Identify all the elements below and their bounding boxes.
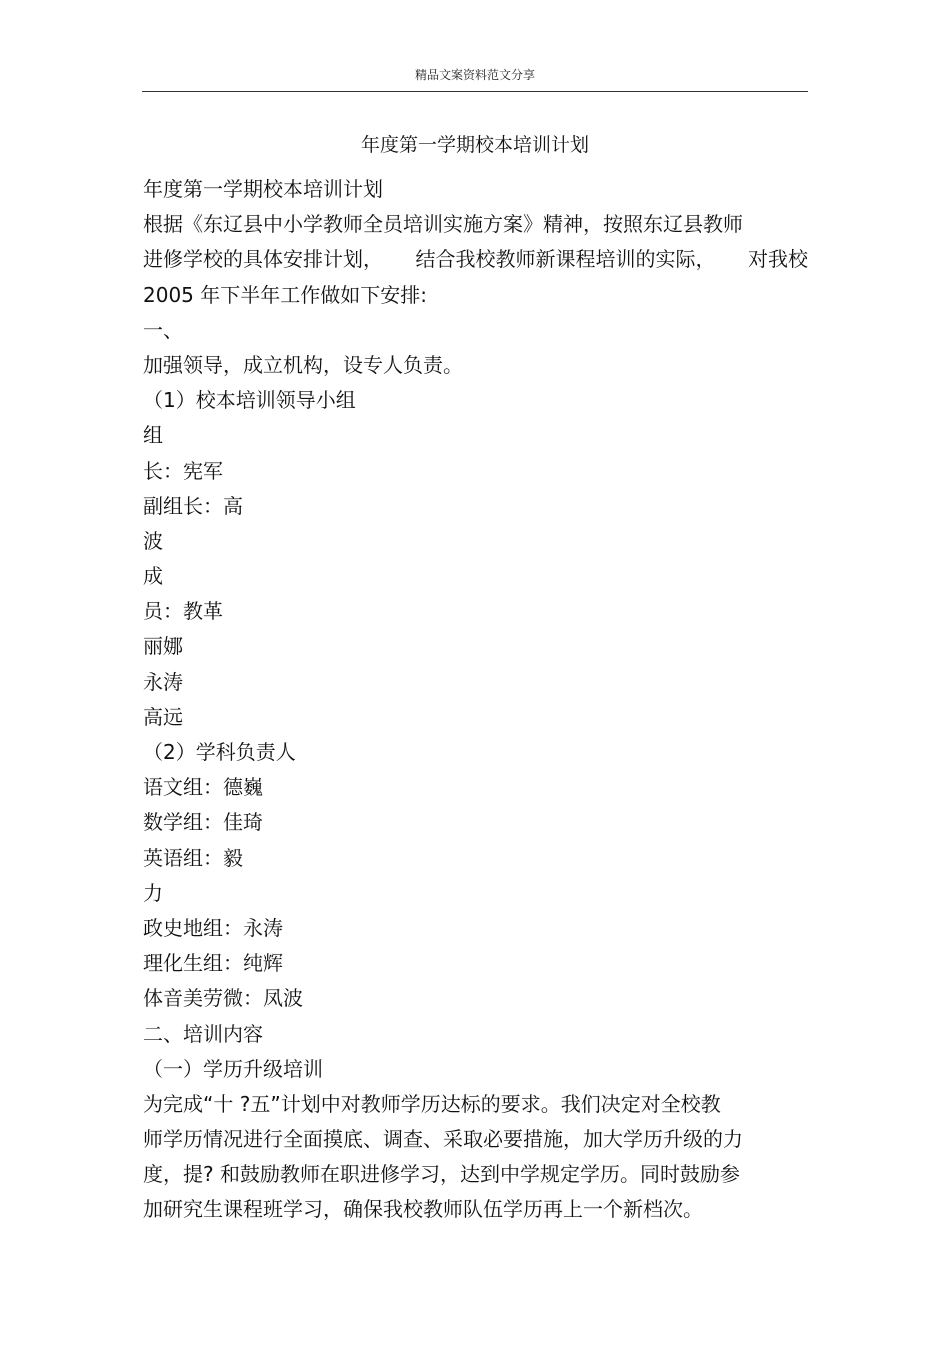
list-item: 英语组：毅 [143,845,243,870]
text-segment: 对我校 [748,247,808,272]
document-title: 年度第一学期校本培训计划 [360,134,589,156]
list-item: 高远 [143,704,183,729]
paragraph-line: 根据《东辽县中小学教师全员培训实施方案》精神，按照东辽县教师 [143,212,743,237]
paragraph-line: 2005 年下半年工作做如下安排: [143,282,427,307]
list-item: 员：教革 [143,599,223,624]
list-item: 丽娜 [143,634,183,659]
paragraph-line: 度，提? 和鼓励教师在职进修学习，达到中学规定学历。同时鼓励参 [143,1162,740,1187]
list-item: 成 [143,564,163,589]
page-header: 精品文案资料范文分享 [414,68,535,82]
paragraph-line: 为完成“十 ?五”计划中对教师学历达标的要求。我们决定对全校教 [143,1091,721,1116]
paragraph-line: 加强领导，成立机构，设专人负责。 [143,352,463,377]
paragraph-line: 年度第一学期校本培训计划 [143,177,383,201]
header-divider [142,91,808,92]
paragraph-line: 师学历情况进行全面摸底、调查、采取必要措施，加大学历升级的力 [143,1127,743,1152]
list-item: 永涛 [143,669,183,694]
list-item: 政史地组：永涛 [143,915,283,940]
list-item: 体音美劳微：凤波 [143,986,303,1011]
list-item: 数学组：佳琦 [143,810,263,835]
subsection-heading: （2）学科负责人 [143,740,296,764]
list-item: 长：宪军 [143,458,223,483]
section-heading: 二、培训内容 [143,1021,263,1046]
paragraph-line: 加研究生课程班学习，确保我校教师队伍学历再上一个新档次。 [143,1197,703,1222]
list-item: 波 [143,528,163,553]
list-item: 组 [143,423,163,448]
subsection-heading: （1）校本培训领导小组 [143,388,356,413]
list-item: 语文组：德巍 [143,775,263,800]
list-item: 理化生组：纯辉 [143,951,283,976]
list-item: 力 [143,880,163,905]
list-item: 副组长：高 [143,493,243,518]
subsection-heading: （一）学历升级培训 [143,1056,323,1081]
document-body [143,174,808,1230]
text-segment: 进修学校的具体安排计划， [143,247,383,272]
section-heading: 一、 [143,317,183,342]
paragraph-line [143,244,808,279]
text-segment: 结合我校教师新课程培训的实际， [415,247,716,272]
